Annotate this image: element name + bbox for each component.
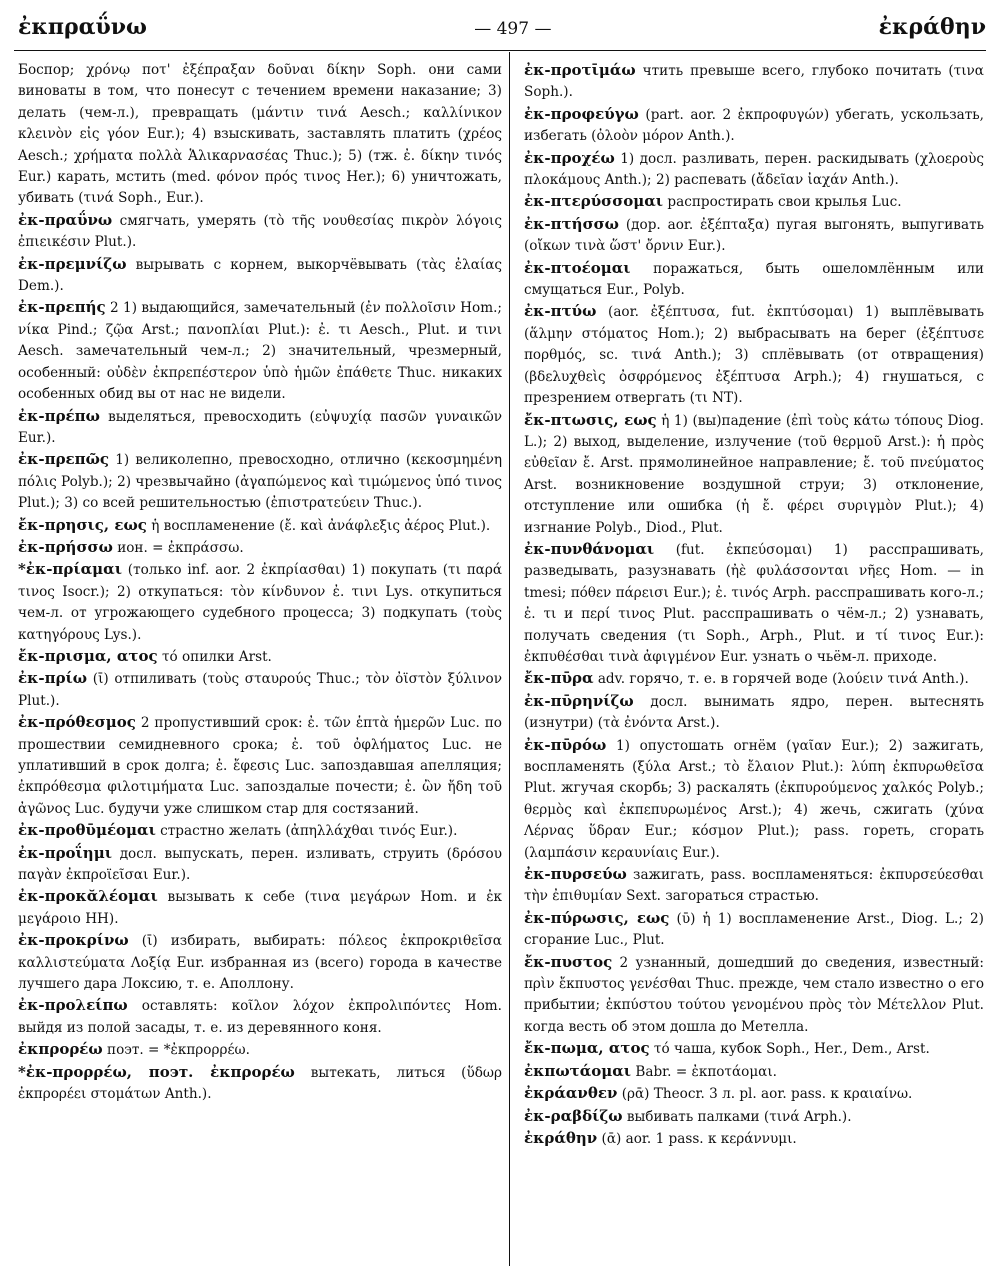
- dictionary-entry: [524, 301, 984, 409]
- entry-lemma: ἐκπωτάομαι: [524, 1061, 632, 1080]
- entry-lemma: ἐκ-πύρωσις, εως: [524, 908, 670, 927]
- entry-definition: (ῡ) ἡ 1) воспламенение Arst., Diog. L.; 2) сгорание Luc., Plut.: [524, 910, 984, 949]
- entry-definition: Боспор; χρόνῳ ποτ' ἐξέπραξαν δοῦναι δίκην Soph. они сами виноваты в том, что понесут с течением времени наказание; 3) делать (чем-л.), превращать (μάντιν τινά Aesch.; καλλίνικον κλεινὸν εἰς γόον Eur.); 4) взыскивать, заставлять платить (χρέος Aesch.; χρήματα πολλὰ Ἁλικαρνασέας Thuc.); 5) (тж. ἐ. δίκην τινός Eur.) карать, мстить (med. φόνον πρός τινος Her.); 6) уничтожать, убивать (τινά Soph., Eur.).: [18, 62, 502, 207]
- entry-definition: ἡ воспламенение (ἔ. καὶ ἀνάφλεξις ἀέρος Plut.).: [151, 517, 491, 534]
- dictionary-entry: [524, 735, 984, 864]
- entry-definition: страстно желать (ἀπηλλάχθαι τινός Eur.).: [160, 823, 458, 840]
- entry-lemma: ἔκ-πτωσις, εως: [524, 410, 657, 429]
- dictionary-entry: [18, 449, 502, 514]
- entry-definition: (дор. aor. ἐξέπταξα) пугая выгонять, выпугивать (οἴκων τινὰ ὥστ' ὄρνιν Eur.).: [524, 216, 984, 255]
- entry-definition: поэт. = *ἐκπρορρέω.: [107, 1042, 250, 1059]
- entry-definition: (ρᾱ) Theocr. 3 л. pl. aor. pass. к κραιαίνω.: [621, 1086, 913, 1103]
- entry-definition: вытекать, литься (ὕδωρ ἐκπρορέει στομάτων Anth.).: [18, 1064, 502, 1103]
- entry-lemma: ἐκ-ραβδίζω: [524, 1106, 623, 1125]
- entry-lemma: ἐκ-προλείπω: [18, 996, 128, 1015]
- entry-definition: τό опилки Arst.: [161, 648, 272, 665]
- dictionary-entry: [18, 537, 502, 559]
- entry-lemma: ἐκ-προχέω: [524, 148, 615, 167]
- dictionary-entry: [524, 668, 984, 690]
- entry-lemma: ἔκ-πυστος: [524, 952, 613, 971]
- entry-definition: 2 узнанный, дошедший до сведения, известный: πρὶν ἔκπυστος γενέσθαι Thuc. прежде, чем стало известно о его прибытии; ἐκπύστου τούτου γενομένου πρὸς τὸν Μέτελλον Plut. когда весть об этом дошла до Метелла.: [524, 954, 984, 1035]
- entry-lemma: ἐκ-πτύω: [524, 302, 597, 321]
- dictionary-entry: [524, 864, 984, 908]
- entry-definition: 2 пропустивший срок: ἐ. τῶν ἑπτὰ ἡμερῶν Luc. по прошествии семидневного срока; ἐ. τοῦ ὀφλήματος Luc. не уплативший в срок долга; ἐ. ἔφεσις Luc. запоздавшая апелляция; ἐκπρόθεσμα φιλοτιμήματα Luc. запоздалые почести; ἐ. ὢν ἤδη τοῦ ἀγῶνος Luc. будучи уже слишком стар для состязаний.: [18, 715, 502, 817]
- entry-lemma: ἔκ-πωμα, ατος: [524, 1039, 650, 1058]
- entry-definition: зажигать, pass. воспламеняться: ἐκπυρσεύεσθαι τὴν ἐπιθυμίαν Sext. загораться страстью.: [524, 867, 985, 905]
- entry-lemma: ἔκ-πῡρα: [524, 669, 594, 688]
- left-running-head: ἐκπραΰνω: [18, 14, 148, 40]
- dictionary-entry: [524, 1106, 984, 1128]
- entry-lemma: ἐκράθην: [524, 1128, 598, 1147]
- dictionary-entry: [18, 995, 502, 1039]
- entry-definition: (part. aor. 2 ἐκπροφυγών) убегать, ускользать, избегать (ὀλοὸν μόρον Anth.).: [524, 106, 984, 145]
- entry-lemma: ἐκ-πραΰνω: [18, 210, 113, 229]
- dictionary-entry: [18, 515, 502, 537]
- entry-definition: ион. = ἐκπράσσω.: [117, 539, 244, 556]
- entry-lemma: ἐκ-πρήσσω: [18, 537, 113, 556]
- entry-lemma: ἐκ-πρίω: [18, 669, 88, 688]
- entry-definition: смягчать, умерять (τὸ τῆς νουθεσίας πικρὸν λόγοις ἐπιεικέσιν Plut.).: [18, 212, 502, 251]
- entry-lemma: ἐκ-προκρίνω: [18, 931, 129, 950]
- entry-definition: adv. горячо, т. е. в горячей воде (λούειν τινά Anth.).: [597, 671, 969, 688]
- dictionary-entry: [18, 930, 502, 995]
- entry-definition: выбивать палками (τινά Arph.).: [626, 1108, 852, 1125]
- entry-lemma: *ἐκ-πρίαμαι: [18, 560, 122, 579]
- entry-definition: ἡ 1) (вы)падение (ἐπὶ τοὺς κάτω τόπους Diog. L.); 2) выход, выделение, излучение (τοῦ θερμοῦ Arst.): ἡ πρὸς εὐθεῖαν ἔ. Arst. прямолинейное направление; ἔ. τοῦ πνεύματος Arst. возникновение воздушной струи; 3) отклонение, отступление или ошибка (ἡ ἔ. φέρει συριγμὸν Plut.); 4) изгнание Polyb., Diod., Plut.: [524, 412, 984, 536]
- entry-lemma: ἐκ-προΐημι: [18, 843, 112, 862]
- dictionary-entry: [18, 210, 502, 254]
- entry-lemma: ἐκράανθεν: [524, 1084, 618, 1103]
- entry-definition: досл. вынимать ядро, перен. вытеснять (изнутри) (τὰ ἐνόντα Arst.).: [524, 693, 984, 732]
- dictionary-entry: [524, 60, 984, 104]
- dictionary-entry: [524, 258, 984, 302]
- dictionary-entry: [18, 1039, 502, 1061]
- dictionary-entry: [18, 254, 502, 298]
- page-header: [18, 14, 986, 48]
- entry-definition: оставлять: κοῖλον λόχον ἐκπρολιπόντες Hom. выйдя из полой засады, т. е. из деревянного коня.: [18, 998, 502, 1036]
- entry-definition: вызывать к себе (τινα μεγάρων Hom. и ἐκ μεγάροιο HH).: [18, 889, 502, 927]
- entry-definition: 1) опустошать огнём (γαῖαν Eur.); 2) зажигать, воспламенять (ξύλα Arst.; τὸ ἔλαιον Plut.): λύπη ἐκπυρωθεῖσα Plut. жгучая скорбь; 3) раскалять (ἐκπυρούμενος χαλκός Polyb.; θερμὸς καὶ ἐκπεπυρωμένος Arst.); 4) жечь, сжигать (χύνα Λέρνας ὕδραν Eur.; κόσμον Plut.); pass. гореть, сгорать (λαμπάσιν κεραυνίαις Eur.).: [524, 737, 984, 861]
- entry-lemma: ἐκ-πτοέομαι: [524, 258, 631, 277]
- dictionary-entry: [524, 1128, 984, 1150]
- dictionary-entry: [524, 908, 984, 952]
- dictionary-entry: [18, 712, 502, 820]
- dictionary-entry: [18, 668, 502, 712]
- entry-lemma: *ἐκ-προρρέω, поэт. ἐκπρορέω: [18, 1062, 295, 1081]
- entry-lemma: ἐκ-προθῡμέομαι: [18, 821, 156, 840]
- dictionary-entry: [524, 539, 984, 668]
- right-column: [524, 60, 984, 1150]
- page-number: — 497 —: [474, 19, 552, 39]
- right-running-head: ἐκράθην: [878, 14, 986, 40]
- entry-definition: (только inf. aor. 2 ἐκπρίασθαι) 1) покупать (τι παρά τινος Isocr.); 2) откупаться: τὸν κίνδυνον ἐ. τινι Lys. откупиться чем-л. от угрожающего судебного процесса; 3) подкупать (τοὺς κατηγόρους Lys.).: [18, 562, 502, 643]
- dictionary-entry: [524, 691, 984, 735]
- dictionary-entry: [524, 148, 984, 192]
- entry-definition: досл. выпускать, перен. изливать, струить (δρόσου παγὰν ἐκπροϊεῖσαι Eur.).: [18, 845, 503, 884]
- dictionary-entry: [18, 843, 502, 887]
- entry-lemma: ἐκ-πρεπῶς: [18, 450, 110, 469]
- entry-definition: поражаться, быть ошеломлённым или смущаться Eur., Polyb.: [524, 260, 984, 299]
- dictionary-entry: [18, 60, 502, 210]
- entry-definition: 1) досл. разливать, перен. раскидывать (χλοεροὺς πλοκάμους Anth.); 2) распевать (ἄδεῖαν ἰαχάν Anth.).: [524, 150, 984, 189]
- entry-lemma: ἐκ-προκᾰλέομαι: [18, 887, 158, 906]
- entry-definition: 1) великолепно, превосходно, отлично (κεκοσμημένη πόλις Polyb.); 2) чрезвычайно (ἀγαπώμενος καὶ τιμώμενος ὑπό τινος Plut.); 3) со всей решительностью (ἐπιστρατεύειν Thuc.).: [18, 452, 502, 512]
- entry-definition: (ᾱ) aor. 1 pass. к κεράννυμι.: [601, 1130, 797, 1147]
- entry-lemma: ἐκ-προφεύγω: [524, 104, 639, 123]
- dictionary-entry: [524, 1038, 984, 1060]
- dictionary-entry: [524, 952, 984, 1039]
- entry-lemma: ἔκ-πρισμα, ατος: [18, 646, 158, 665]
- dictionary-entry: [524, 410, 984, 539]
- entry-definition: распростирать свои крылья Luc.: [667, 194, 902, 211]
- entry-definition: выделяться, превосходить (εὐψυχίᾳ πασῶν γυναικῶν Eur.).: [18, 408, 502, 446]
- dictionary-entry: [524, 1061, 984, 1083]
- dictionary-entry: [18, 886, 502, 930]
- dictionary-entry: [524, 1083, 984, 1105]
- dictionary-entry: [524, 104, 984, 148]
- entry-lemma: ἔκ-πρησις, εως: [18, 515, 147, 534]
- dictionary-entry: [524, 214, 984, 258]
- column-divider: [509, 52, 510, 1266]
- entry-lemma: ἐκ-πρέπω: [18, 406, 100, 425]
- entry-lemma: ἐκ-προτῑμάω: [524, 61, 636, 79]
- entry-lemma: ἐκ-πῡρόω: [524, 735, 607, 754]
- entry-lemma: ἐκ-πτερύσσομαι: [524, 192, 664, 211]
- entry-lemma: ἐκ-πυνθάνομαι: [524, 539, 655, 558]
- dictionary-entry: [18, 820, 502, 842]
- dictionary-entry: [18, 559, 502, 646]
- entry-lemma: ἐκ-πρόθεσμος: [18, 713, 136, 732]
- entry-lemma: ἐκ-πρεπής: [18, 298, 106, 317]
- entry-definition: чтить превыше всего, глубоко почитать (τινα Soph.).: [524, 63, 984, 101]
- dictionary-entry: [18, 1062, 502, 1106]
- left-column: [18, 60, 502, 1106]
- entry-lemma: ἐκ-πῡρηνίζω: [524, 691, 634, 710]
- entry-definition: (ῑ) избирать, выбирать: πόλεος ἐκπροκριθεῖσα καλλιστεύματα Λοξίᾳ Eur. избранная из (всего) города в качестве лучшего дара Локсию, т. е. Аполлону.: [18, 933, 502, 993]
- entry-definition: τό чаша, кубок Soph., Her., Dem., Arst.: [653, 1041, 930, 1058]
- entry-lemma: ἐκ-πρεμνίζω: [18, 254, 127, 273]
- entry-definition: 2 1) выдающийся, замечательный (ἐν πολλοῖσιν Hom.; νίκα Pind.; ζῷα Arst.; πανοπλίαι Plut.): ἐ. τι Aesch., Plut. и τινι Aesch. замечательный чем-л.; 2) значительный, чрезмерный, особенный: οὐδὲν ἐκπρεπέστερον ὑπὸ ἡμῶν ἐπάθετε Thuc. никаких особенных обид вы от нас не видели.: [18, 300, 502, 403]
- dictionary-entry: [18, 406, 502, 450]
- entry-definition: (ῑ) отпиливать (τοὺς σταυρούς Thuc.; τὸν ὀϊστὸν ξύλινον Plut.).: [18, 671, 502, 709]
- entry-definition: Babr. = ἐκποτάομαι.: [635, 1063, 777, 1080]
- header-rule: [14, 50, 986, 51]
- entry-definition: вырывать с корнем, выкорчёвывать (τὰς ἐλαίας Dem.).: [18, 256, 503, 295]
- dictionary-entry: [18, 646, 502, 668]
- entry-definition: (fut. ἐκπεύσομαι) 1) расспрашивать, разведывать, разузнавать (ἠὲ φυλάσσονται νῆες Hom. — in tmesi; πόθεν πάρεισι Eur.); ἐ. τινός Arph. расспрашивать кого-л.; ἐ. τι и περί τινος Plut. расспрашивать о чём-л.; 2) узнавать, получать сведения (τι Soph., Arph., Plut. и τί τινος Eur.): ἐκπυθέσθαι τινὰ ἀφιγμένον Eur. узнать о чьём-л. приходе.: [524, 541, 984, 665]
- entry-lemma: ἐκπρορέω: [18, 1040, 103, 1059]
- dictionary-entry: [524, 191, 984, 213]
- entry-definition: (aor. ἐξέπτυσα, fut. ἐκπτύσομαι) 1) выплёвывать (ἅλμην στόματος Hom.); 2) выбрасывать на берег (ἐξέπτυσε πορθμός, sc. τινά Anth.); 3) сплёвывать (от отвращения) (βδελυχθεὶς ὀσφρόμενος ἐξέπτυσα Arph.); 4) гнушаться, с презрением отвергать (τι NT).: [524, 304, 984, 407]
- entry-lemma: ἐκ-πυρσεύω: [524, 865, 627, 884]
- entry-lemma: ἐκ-πτήσσω: [524, 214, 619, 233]
- dictionary-entry: [18, 297, 502, 405]
